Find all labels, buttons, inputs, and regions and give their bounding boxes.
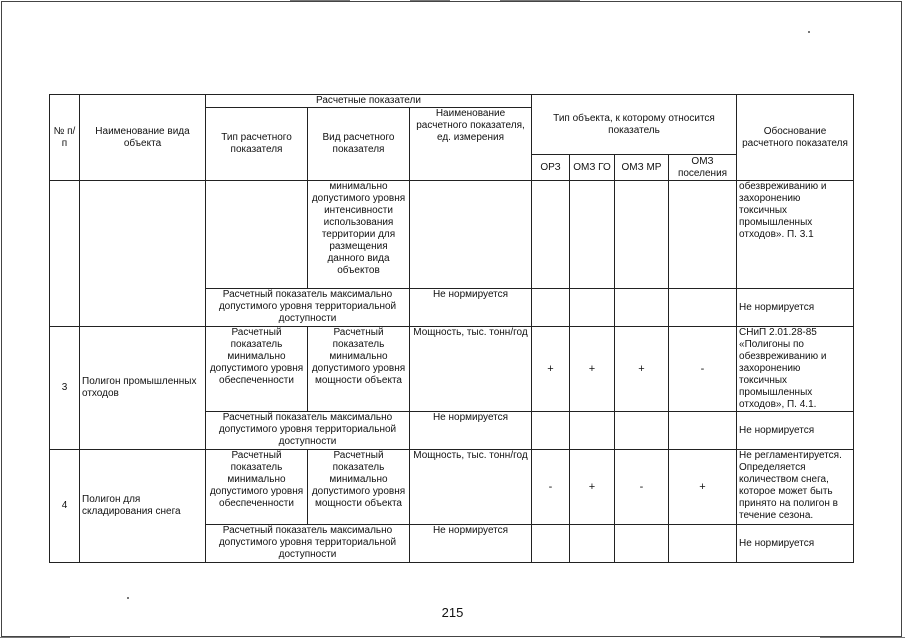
cell-num: [50, 327, 80, 450]
cell-omz-mr: [615, 289, 669, 327]
cell-type-text: Расчетный показатель минимально допустимого уровня обеспеченности: [209, 327, 304, 386]
cell-ors-text: -: [548, 481, 553, 493]
scan-dot: [808, 31, 810, 33]
cell-type-max-text: Расчетный показатель максимально допустимого уровня территориальной доступности: [218, 289, 397, 324]
cell-omz-go: [570, 525, 615, 563]
cell-kind-text: минимально допустимого уровня интенсивности использования территории для размещения данного вида объектов: [311, 181, 406, 276]
cell-kind: [308, 181, 410, 289]
cell-omz-mr: [615, 450, 669, 525]
cell-justification-text: СНиП 2.01.28-85 «Полигоны по обезвреживанию и захоронению токсичных промышленных отходов», П. 4.1.: [739, 327, 827, 410]
header-justification-text: Обоснование расчетного показателя: [742, 125, 848, 149]
scan-edge-mark: [290, 0, 350, 1]
table-row: [50, 327, 854, 412]
header-indicator-name-unit-text: Наименование расчетного показателя, ед. измерения: [416, 108, 525, 143]
cell-num-text: 4: [61, 500, 68, 511]
cell-justification: [737, 181, 854, 289]
cell-name-unit-text: Не нормируется: [432, 289, 509, 300]
header-omz-pos: [669, 155, 737, 181]
scan-edge-mark: [0, 637, 70, 638]
cell-name-unit: [410, 525, 532, 563]
cell-omz-mr: [615, 181, 669, 289]
cell-ors: [532, 327, 570, 412]
cell-type-max: [206, 412, 410, 450]
header-object-type: [532, 95, 737, 155]
cell-justification-text: Не нормируется: [739, 301, 815, 313]
cell-ors-text: +: [547, 363, 554, 375]
header-omz-go-text: ОМЗ ГО: [573, 161, 611, 173]
cell-justification-text: Не нормируется: [739, 424, 815, 436]
header-indicator-name-unit: [410, 108, 532, 181]
cell-type: [206, 327, 308, 412]
cell-omz-pos: [669, 412, 737, 450]
cell-ors: [532, 525, 570, 563]
cell-name-unit: [410, 181, 532, 289]
header-omz-pos-text: ОМЗ поселения: [677, 155, 728, 179]
cell-omz-go-text: +: [588, 481, 596, 493]
header-object-type-text: Тип объекта, к которому относится показатель: [553, 112, 715, 136]
cell-object: [80, 327, 206, 450]
cell-omz-pos-text: +: [699, 481, 706, 493]
header-omz-go: [570, 155, 615, 181]
header-indicator-kind: [308, 108, 410, 181]
cell-kind-text: Расчетный показатель минимально допустимого уровня мощности объекта: [311, 327, 406, 386]
cell-name-unit-text: Мощность, тыс. тонн/год: [413, 327, 528, 338]
cell-justification: [737, 327, 854, 412]
cell-ors: [532, 450, 570, 525]
header-object-name-text: Наименование вида объекта: [95, 125, 190, 149]
scan-edge-mark: [410, 0, 450, 1]
cell-omz-go: [570, 412, 615, 450]
cell-name-unit: [410, 289, 532, 327]
cell-kind-text: Расчетный показатель минимально допустимого уровня мощности объекта: [311, 450, 406, 509]
header-object-name: [80, 95, 206, 181]
cell-kind: [308, 450, 410, 525]
cell-omz-mr-text: +: [638, 363, 645, 375]
cell-omz-go: [570, 289, 615, 327]
cell-justification: [737, 289, 854, 327]
cell-type-max: [206, 289, 410, 327]
cell-num: [50, 181, 80, 327]
scan-edge-mark: [820, 637, 905, 638]
header-justification: [737, 95, 854, 181]
cell-type-max-text: Расчетный показатель максимально допустимого уровня территориальной доступности: [218, 525, 397, 560]
cell-omz-go: [570, 327, 615, 412]
cell-name-unit: [410, 327, 532, 412]
header-omz-mr-text: ОМЗ МР: [621, 161, 662, 173]
cell-name-unit-text: Не нормируется: [432, 525, 509, 536]
header-ors-text: ОРЗ: [540, 161, 561, 173]
header-num-text: № п/п: [53, 125, 76, 149]
cell-justification-text: Не нормируется: [739, 537, 815, 549]
indicators-table: [49, 94, 854, 563]
cell-name-unit: [410, 412, 532, 450]
cell-type: [206, 181, 308, 289]
header-indicator-kind-text: Вид расчетного показателя: [322, 132, 395, 155]
cell-justification-text: Не регламентируется. Определяется количеством снега, которое может быть принято на полигон в течение сезона.: [739, 450, 842, 521]
table-row: [50, 181, 854, 289]
scan-edge-mark: [500, 0, 580, 1]
cell-type-max-text: Расчетный показатель максимально допустимого уровня территориальной доступности: [218, 412, 397, 447]
cell-kind: [308, 327, 410, 412]
cell-object: [80, 450, 206, 563]
scan-dot: [127, 597, 129, 599]
cell-justification: [737, 412, 854, 450]
header-num: [50, 95, 80, 181]
cell-ors: [532, 289, 570, 327]
cell-type: [206, 450, 308, 525]
page-number: 215: [441, 605, 464, 620]
cell-omz-go: [570, 450, 615, 525]
header-ors: [532, 155, 570, 181]
cell-omz-pos: [669, 525, 737, 563]
header-row-1: [50, 95, 854, 108]
cell-ors: [532, 412, 570, 450]
header-indicator-type: [206, 108, 308, 181]
cell-omz-pos-text: -: [700, 363, 705, 375]
cell-omz-pos: [669, 289, 737, 327]
cell-justification: [737, 525, 854, 563]
cell-omz-mr-text: -: [639, 481, 644, 493]
cell-object-text: Полигон для складирования снега: [82, 494, 181, 517]
cell-type-text: Расчетный показатель минимально допустимого уровня обеспеченности: [209, 450, 304, 509]
header-indicator-type-text: Тип расчетного показателя: [221, 132, 292, 155]
cell-num-text: 3: [61, 382, 68, 393]
cell-omz-pos: [669, 181, 737, 289]
cell-name-unit-text: Мощность, тыс. тонн/год: [413, 450, 528, 461]
cell-omz-go-text: +: [588, 363, 596, 375]
cell-omz-pos: [669, 327, 737, 412]
header-omz-mr: [615, 155, 669, 181]
cell-omz-mr: [615, 327, 669, 412]
cell-object-text: Полигон промышленных отходов: [82, 376, 197, 399]
cell-name-unit: [410, 450, 532, 525]
cell-justification: [737, 450, 854, 525]
cell-omz-pos: [669, 450, 737, 525]
cell-omz-mr: [615, 525, 669, 563]
header-calc-indicators-text: Расчетные показатели: [316, 95, 421, 106]
header-calc-indicators: [206, 95, 532, 108]
cell-object: [80, 181, 206, 327]
cell-type-max: [206, 525, 410, 563]
table-row: [50, 450, 854, 525]
cell-omz-go: [570, 181, 615, 289]
cell-justification-text: обезвреживанию и захоронению токсичных промышленных отходов». П. 3.1: [739, 181, 827, 240]
cell-omz-mr: [615, 412, 669, 450]
cell-num: [50, 450, 80, 563]
cell-name-unit-text: Не нормируется: [432, 412, 509, 423]
cell-ors: [532, 181, 570, 289]
